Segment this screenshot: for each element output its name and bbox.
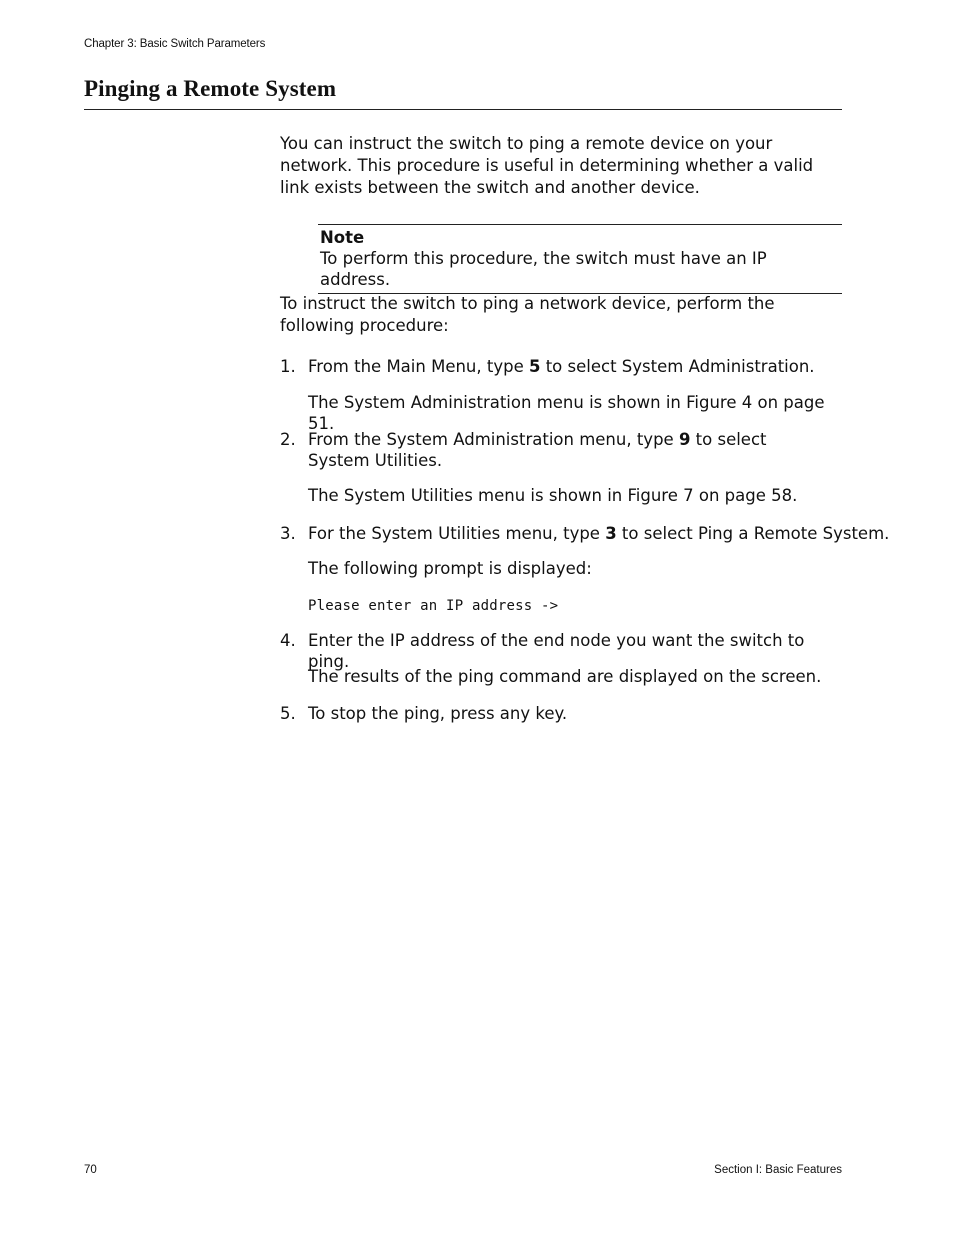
page-number: 70 xyxy=(84,1164,97,1176)
step-1-result: The System Administration menu is shown in Figure 4 on page 51. xyxy=(308,393,825,433)
step-number: 1. xyxy=(280,357,296,376)
step-3 xyxy=(280,523,890,544)
step-number: 5. xyxy=(280,704,296,723)
step-text: Enter the IP address of the end node you want the switch to ping. xyxy=(308,631,805,671)
step-number: 2. xyxy=(280,430,296,449)
note-box xyxy=(318,224,842,294)
step-text xyxy=(308,356,844,377)
step-4-result: The results of the ping command are displayed on the screen. xyxy=(308,667,822,686)
step-number: 3. xyxy=(280,524,296,543)
step-3-result: The following prompt is displayed: xyxy=(308,559,592,578)
step-text-after: to select System Administration. xyxy=(540,357,815,376)
prompt-code: Please enter an IP address -> xyxy=(308,598,559,614)
step-key: 9 xyxy=(678,430,691,449)
step-2 xyxy=(280,429,844,471)
step-text-before: For the System Utilities menu, type xyxy=(308,524,606,543)
intro-paragraph: You can instruct the switch to ping a remote device on your network. This procedure is useful in determining whether a valid link exists between the switch and another device. xyxy=(280,134,814,197)
step-text xyxy=(308,429,808,471)
step-5 xyxy=(280,703,844,724)
step-text-after: to select Ping a Remote System. xyxy=(616,524,890,543)
title-rule xyxy=(84,109,842,110)
step-text-before: From the System Administration menu, type xyxy=(308,430,679,449)
section-title: Pinging a Remote System xyxy=(84,76,337,101)
step-key: 5 xyxy=(528,357,541,376)
step-2-result: The System Utilities menu is shown in Figure 7 on page 58. xyxy=(308,486,798,505)
note-text: To perform this procedure, the switch must have an IP address. xyxy=(320,249,767,289)
footer-section: Section I: Basic Features xyxy=(714,1164,842,1176)
step-number: 4. xyxy=(280,631,296,650)
running-header: Chapter 3: Basic Switch Parameters xyxy=(84,38,266,50)
step-text-before: From the Main Menu, type xyxy=(308,357,529,376)
step-1 xyxy=(280,356,844,377)
note-label: Note xyxy=(320,228,365,247)
step-text xyxy=(308,523,890,544)
step-key: 3 xyxy=(605,524,617,543)
step-text: To stop the ping, press any key. xyxy=(308,704,568,723)
procedure-lead: To instruct the switch to ping a network device, perform the following procedure: xyxy=(280,294,775,335)
step-text-after: to select System Utilities. xyxy=(308,430,767,470)
